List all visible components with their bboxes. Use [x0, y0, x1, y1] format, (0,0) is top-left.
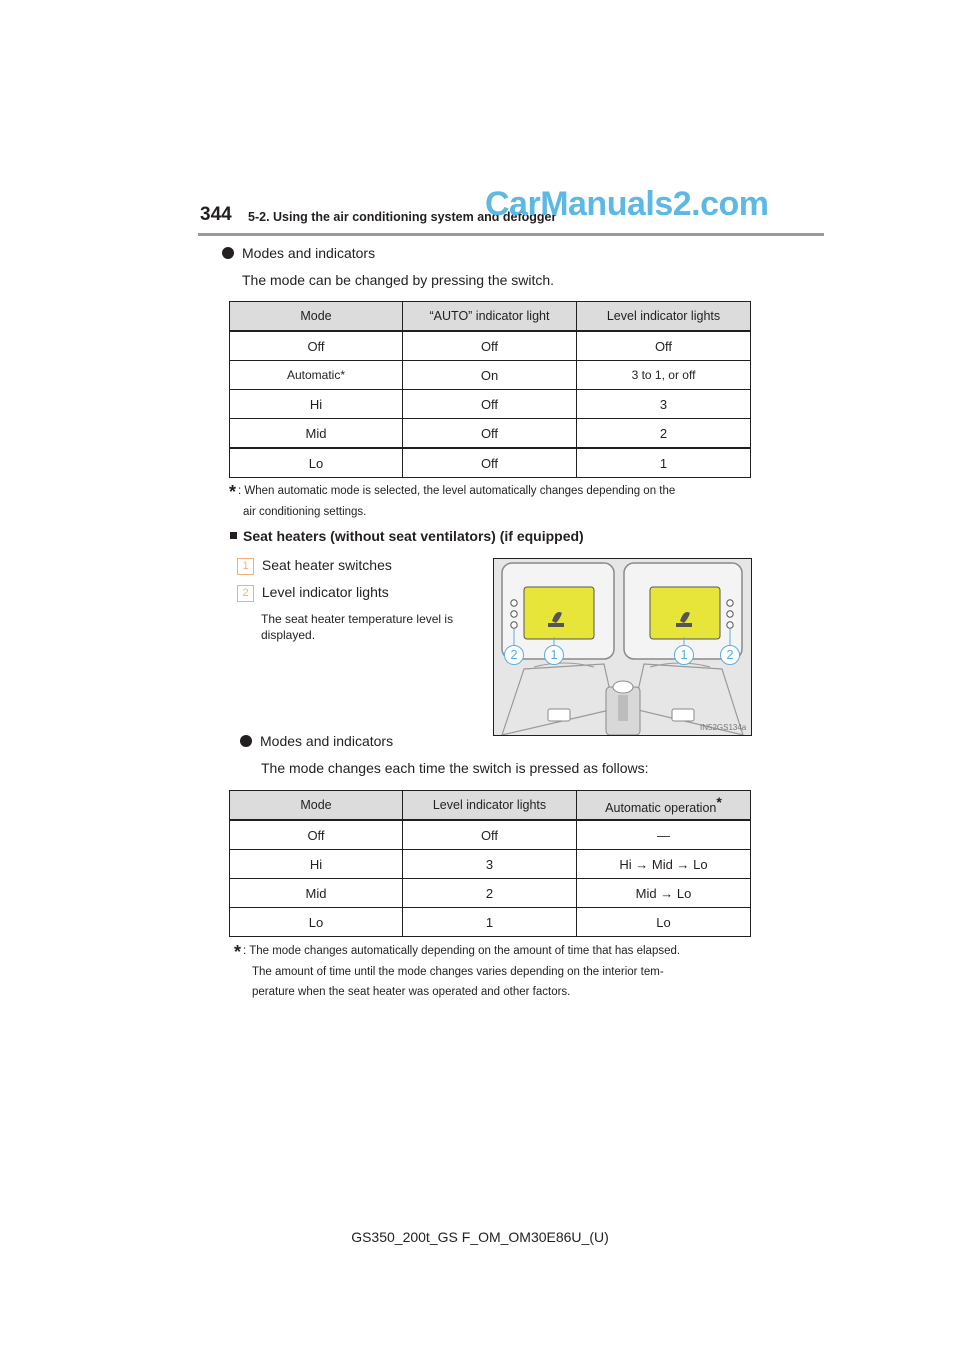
- legend-item-1: 1 Seat heater switches: [237, 557, 392, 575]
- intro-text-2: The mode changes each time the switch is pressed as follows:: [261, 760, 649, 776]
- footnote-1-continued: air conditioning settings.: [243, 506, 367, 518]
- callout-1-right: 1: [674, 645, 694, 665]
- table-header-cell: Automatic operation*: [577, 791, 751, 821]
- table-row: Hi 3 Hi → Mid → Lo: [230, 850, 751, 879]
- table-row: Mid 2 Mid → Lo: [230, 879, 751, 908]
- table-header-cell: Level indicator lights: [577, 302, 751, 332]
- number-badge-icon: 2: [237, 585, 254, 602]
- footnote-2: * : The mode changes automatically depending on the amount of time that has elapsed.: [234, 942, 681, 962]
- table-row: Lo Off 1: [230, 448, 751, 478]
- table-row: Off Off —: [230, 820, 751, 850]
- mode-table-1: [229, 301, 751, 478]
- table-header-row: [230, 791, 751, 821]
- page-number: 344: [200, 204, 232, 225]
- seat-heater-switches-illustration: [493, 558, 752, 736]
- section-heading: Seat heaters (without seat ventilators) (if equipped): [230, 528, 584, 544]
- document-code-footer: GS350_200t_GS F_OM_OM30E86U_(U): [351, 1229, 609, 1245]
- bullet-dot-icon: [222, 247, 234, 259]
- table-row: Hi Off 3: [230, 390, 751, 419]
- table-row: Mid Off 2: [230, 419, 751, 449]
- watermark: CarManuals2.com: [485, 185, 769, 223]
- table-header-row: [230, 302, 751, 332]
- callout-2-right: 2: [720, 645, 740, 665]
- table-header-cell: “AUTO” indicator light: [403, 302, 577, 332]
- bullet-modes-and-indicators-2: Modes and indicators: [240, 733, 393, 749]
- seat-heater-switches-drawing: [494, 559, 751, 735]
- legend-item-2: 2 Level indicator lights: [237, 584, 389, 602]
- table-row: Automatic* On 3 to 1, or off: [230, 361, 751, 390]
- footnote-2-line3: perature when the seat heater was operated and other factors.: [252, 986, 571, 998]
- footnote-1: * : When automatic mode is selected, the level automatically changes depending on the: [229, 482, 676, 502]
- bullet-dot-icon: [240, 735, 252, 747]
- footnote-2-line2: The amount of time until the mode changes varies depending on the interior tem-: [252, 966, 664, 978]
- table-header-cell: Level indicator lights: [403, 791, 577, 821]
- callout-2-left: 2: [504, 645, 524, 665]
- intro-text: The mode can be changed by pressing the switch.: [242, 272, 555, 288]
- table-row: Lo 1 Lo: [230, 908, 751, 937]
- bullet-modes-and-indicators: Modes and indicators: [222, 245, 375, 261]
- square-bullet-icon: [230, 532, 237, 539]
- section-title: 5-2. Using the air conditioning system and defogger: [248, 210, 557, 224]
- mode-table-2: [229, 790, 751, 937]
- header-rule: [198, 233, 824, 236]
- table-header-cell: Mode: [230, 791, 403, 821]
- callout-1-left: 1: [544, 645, 564, 665]
- table-row: Off Off Off: [230, 331, 751, 361]
- legend-item-2-description: The seat heater temperature level is displayed.: [261, 612, 454, 642]
- table-header-cell: Mode: [230, 302, 403, 332]
- number-badge-icon: 1: [237, 558, 254, 575]
- figure-code: IN52GS134a: [700, 723, 747, 732]
